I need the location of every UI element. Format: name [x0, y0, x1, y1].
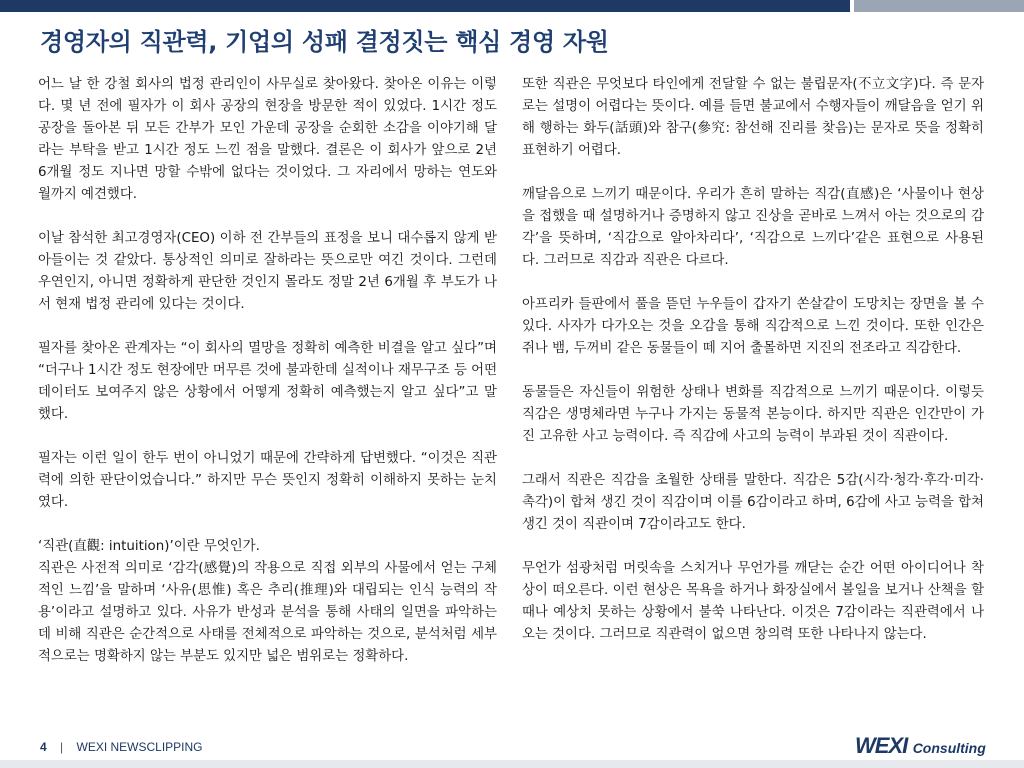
paragraph: 필자는 이런 일이 한두 번이 아니었기 때문에 간략하게 답변했다. “이것은 직관력에 의한 판단이었습니다.” 하지만 무슨 뜻인지 정확히 이해하지 못하는 눈치였다.	[38, 451, 497, 510]
footer-separator: |	[60, 740, 64, 754]
right-text-column	[522, 74, 984, 668]
footer-rule	[0, 760, 1024, 768]
paragraph: 깨달음으로 느끼기 때문이다. 우리가 흔히 말하는 직감(直感)은 ‘사물이나 현상을 접했을 때 설명하거나 증명하지 않고 진상을 곧바로 느껴서 아는 것으로의 감각’을 뜻하며, ‘직감으로 알아차리다’, ‘직감으로 느끼다’같은 표현으로 사용된다. 그러므로 직감과 직관은 다르다.	[522, 187, 984, 268]
paragraph: 또한 직관은 무엇보다 타인에게 전달할 수 없는 불립문자(不立文字)다. 즉 문자로는 설명이 어렵다는 뜻이다. 예를 들면 불교에서 수행자들이 깨달음을 얻기 위해 행하는 화두(話頭)와 참구(參究: 참선해 진리를 찾음)는 문자로 뜻을 정확히 표현하기 어렵다.	[522, 77, 984, 158]
left-text-column	[38, 74, 497, 690]
paragraph: 무언가 섬광처럼 머릿속을 스치거나 무언가를 깨닫는 순간 어떤 아이디어나 착상이 떠오른다. 이런 현상은 목욕을 하거나 화장실에서 볼일을 보거나 산책을 할 때나 예상치 못하는 상황에서 불쑥 나타난다. 이것은 7감이라는 직관력에서 나오는 것이다. 그러므로 직관력이 없으면 창의력 또한 나타나지 않는다.	[522, 561, 984, 642]
top-bar-navy-segment	[0, 0, 850, 12]
paragraph: 그래서 직관은 직감을 초월한 상태를 말한다. 직감은 5감(시각·청각·후각·미각·촉각)이 합쳐 생긴 것이 직감이며 이를 6감이라고 하며, 6감에 사고 능력을 합쳐 생긴 것이 직관이며 7감이라고도 한다.	[522, 473, 984, 532]
page-title: 경영자의 직관력, 기업의 성패 결정짓는 핵심 경영 자원	[40, 28, 609, 56]
page-number: 4	[40, 740, 47, 754]
logo-subtitle: Consulting	[912, 740, 986, 756]
footer-label: WEXI NEWSCLIPPING	[76, 740, 203, 754]
paragraph: 아프리카 들판에서 풀을 뜯던 누우들이 갑자기 쏜살같이 도망치는 장면을 볼 수 있다. 사자가 다가오는 것을 오감을 통해 직감적으로 느낀 것이다. 또한 인간은 쥐나 뱀, 두꺼비 같은 동물들이 떼 지어 출몰하면 지진의 전조라고 직감한다.	[522, 297, 984, 356]
top-bar-grey-segment	[854, 0, 1024, 12]
logo-mark: WEXI	[855, 733, 908, 758]
paragraph: 동물들은 자신들이 위험한 상태나 변화를 직감적으로 느끼기 때문이다. 이렇듯 직감은 생명체라면 누구나 가지는 동물적 본능이다. 하지만 직관은 인간만이 가진 고유한 사고 능력이다. 즉 직감에 사고의 능력이 부과된 것이 직관이다.	[522, 385, 984, 444]
section-question: ‘직관(直觀: intuition)’이란 무엇인가.	[38, 539, 260, 554]
paragraph: 필자를 찾아온 관계자는 “이 회사의 멸망을 정확히 예측한 비결을 알고 싶다”며 “더구나 1시간 정도 현장에만 머무른 것에 불과한데 실적이나 재무구조 등 어떤 데이터도 보여주지 않은 상황에서 어떻게 정확히 예측했는지 알고 싶다”고 말했다.	[38, 341, 498, 422]
paragraph: 이날 참석한 최고경영자(CEO) 이하 전 간부들의 표정을 보니 대수롭지 않게 받아들이는 것 같았다. 통상적인 의미로 잘하라는 뜻으로만 여긴 것이다. 그런데 우연인지, 아니면 정확하게 판단한 것인지 몰라도 정말 2년 6개월 후 부도가 나서 현재 법정 관리에 있다는 것이다.	[38, 231, 497, 312]
company-logo	[855, 733, 986, 759]
footer	[40, 740, 203, 754]
paragraph: 어느 날 한 강철 회사의 법정 관리인이 사무실로 찾아왔다. 찾아온 이유는 이렇다. 몇 년 전에 필자가 이 회사 공장의 현장을 방문한 적이 있었다. 1시간 정도 공장을 돌아본 뒤 모든 간부가 모인 가운데 공장을 순회한 소감을 이야기해 달라는 부탁을 받고 1시간 정도 느낀 점을 말했다. 결론은 이 회사가 앞으로 2년 6개월 정도 지나면 망할 수밖에 없다는 것이었다. 그 자리에서 망하는 연도와 월까지 예견했다.	[38, 77, 497, 202]
top-accent-bar	[0, 0, 1024, 12]
paragraph: 직관은 사전적 의미로 ‘감각(感覺)의 작용으로 직접 외부의 사물에서 얻는 구체적인 느낌’을 말하며 ‘사유(思惟) 혹은 추리(推理)와 대립되는 인식 능력의 작용’이라고 설명하고 있다. 사유가 반성과 분석을 통해 사태의 일면을 파악하는데 비해 직관은 순간적으로 사태를 전체적으로 파악하는 것으로, 분석처럼 세부적으로는 명확하지 않는 부분도 있지만 넓은 범위로는 정확하다.	[38, 561, 497, 664]
